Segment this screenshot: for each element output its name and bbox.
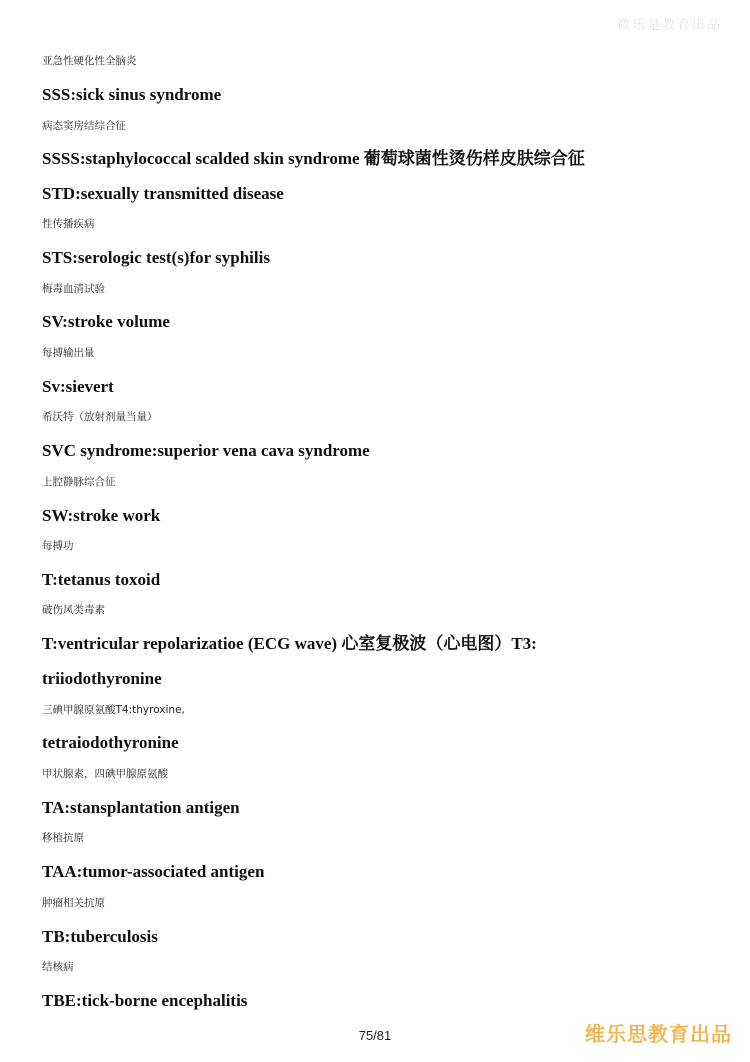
definition-text: 肿瘤相关抗原 <box>42 897 105 909</box>
definition-text: 三碘甲腺原氨酸T4:thyroxine, <box>42 704 185 716</box>
definition-text: 梅毒血清试验 <box>42 283 105 295</box>
term-heading: SV:stroke volume <box>42 312 170 331</box>
term-heading: tetraiodothyronine <box>42 733 179 752</box>
watermark-top: 微乐是教育出品 <box>616 18 722 33</box>
term-heading: Sv:sievert <box>42 377 114 396</box>
definition-text: 病态窦房结综合征 <box>42 120 126 132</box>
definition-text: 破伤风类毒素 <box>42 604 105 616</box>
definition-text: 移植抗原 <box>42 832 84 844</box>
definition-text: 希沃特（放射剂量当量） <box>42 411 158 423</box>
term-heading: TB:tuberculosis <box>42 927 158 946</box>
term-heading: SSSS:staphylococcal scalded skin syndrome 葡萄球菌性烫伤样皮肤综合征 <box>42 149 585 168</box>
term-heading: SVC syndrome:superior vena cava syndrome <box>42 441 370 460</box>
definition-text: 上腔静脉综合征 <box>42 476 116 488</box>
term-heading: triiodothyronine <box>42 669 162 688</box>
definition-text: 亚急性硬化性全脑炎 <box>42 55 137 67</box>
watermark-bottom: 维乐思教育出品 <box>585 1022 732 1046</box>
term-heading: TA:stansplantation antigen <box>42 798 240 817</box>
definition-text: 每搏功 <box>42 540 74 552</box>
definition-text: 甲状腺素，四碘甲腺原氨酸 <box>42 768 168 780</box>
term-heading: T:tetanus toxoid <box>42 570 161 589</box>
term-heading: TAA:tumor-associated antigen <box>42 862 265 881</box>
term-heading: T:ventricular repolarizatioe (ECG wave) 心室复极波（心电图）T3: <box>42 634 537 653</box>
term-heading: SW:stroke work <box>42 506 161 525</box>
term-heading: STD:sexually transmitted disease <box>42 184 284 203</box>
definition-text: 性传播疾病 <box>42 218 95 230</box>
page-number: 75/81 <box>358 1028 392 1043</box>
term-heading: STS:serologic test(s)for syphilis <box>42 248 270 267</box>
definition-text: 每搏输出量 <box>42 347 95 359</box>
term-heading: TBE:tick-borne encephalitis <box>42 991 248 1010</box>
term-heading: SSS:sick sinus syndrome <box>42 85 222 104</box>
definition-text: 结核病 <box>42 961 74 973</box>
